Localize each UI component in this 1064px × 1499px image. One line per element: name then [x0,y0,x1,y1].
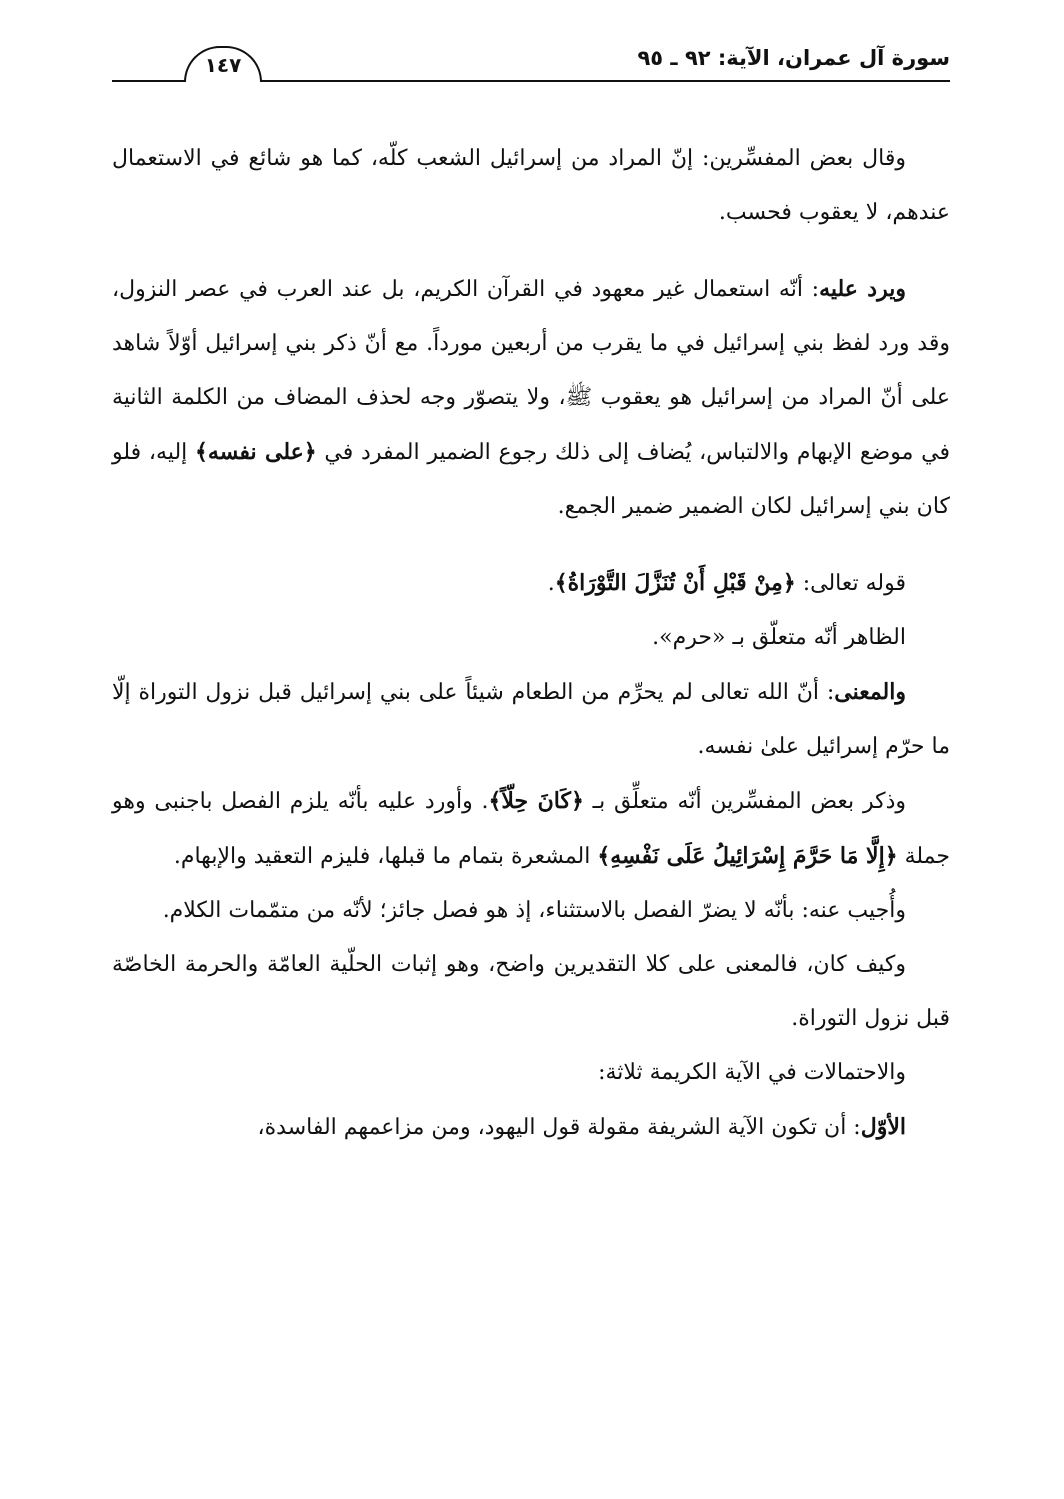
paragraph-6 [112,774,950,884]
paragraph-text: : أنّ الله تعالى لم يحرِّم من الطعام شيئاً على بني إسرائيل قبل نزول التوراة إلّا ما حرّم إسرائيل علىٰ نفسه. [112,680,950,759]
paragraph-10 [112,1100,950,1155]
paragraph-4 [112,611,950,665]
paragraph-text: إليه، فلو كان بني إسرائيل لكان الضمير ضمير الجمع. [112,440,950,519]
paragraph-text: : أنّه استعمال غير معهود في القرآن الكريم، بل عند العرب في عصر النزول، وقد ورد لفظ بني إسرائيل في ما يقرب من أربعين مورداً. مع أنّ ذكر بني إسرائيل أوّلاً شاهد على أنّ المراد من إسرائيل هو يعقوب ﷺ، ولا يتصوّر وجه لحذف المضاف من الكلمة الثانية في موضع الإبهام والالتباس، يُضاف إلى ذلك رجوع الضمير المفرد في [112,277,950,465]
paragraph-1 [112,132,950,240]
paragraph-text: . [547,571,555,596]
paragraph-lead: ويرد عليه [819,276,906,302]
paragraph-text: والاحتمالات في الآية الكريمة ثلاثة: [598,1060,906,1085]
paragraph-lead: والمعنى [834,679,906,705]
paragraph-lead: الأوّل [860,1114,906,1140]
paragraph-5 [112,665,950,774]
paragraph-text: الظاهر أنّه متعلّق بـ «حرم». [652,625,906,650]
paragraph-text: قوله تعالى: [795,571,906,596]
quran-quote: ﴿على نفسه﴾ [195,439,317,465]
paragraph-text: . وأورد عليه بأنّه يلزم الفصل باجنبى وهو جملة [112,789,950,869]
paragraph-9 [112,1046,950,1100]
quran-quote: ﴿كَانَ حِلّاً﴾ [488,788,584,814]
page-header [112,40,950,84]
paragraph-text: المشعرة بتمام ما قبلها، فليزم التعقيد والإبهام. [173,844,598,869]
paragraph-3 [112,556,950,611]
quran-quote: ﴿إِلَّا مَا حَرَّمَ إِسْرَائِيلُ عَلَى نَفْسِهِ﴾ [597,843,898,869]
paragraph-text: : أن تكون الآية الشريفة مقولة قول اليهود، ومن مزاعمهم الفاسدة، [257,1115,861,1140]
page-number: ١٤٧ [184,46,262,82]
paragraph-text: وأُجيب عنه: بأنّه لا يضرّ الفصل بالاستثناء، إذ هو فصل جائز؛ لأنّه من متمّمات الكلام. [162,898,906,923]
paragraph-text: وقال بعض المفسِّرين: إنّ المراد من إسرائيل الشعب كلّه، كما هو شائع في الاستعمال عندهم، لا يعقوب فحسب. [112,146,950,225]
header-title: سورة آل عمران، الآية: ٩٢ ـ ٩٥ [637,46,950,70]
paragraph-text: وكيف كان، فالمعنى على كلا التقديرين واضح، وهو إثبات الحلّية العامّة والحرمة الخاصّة قبل نزول التوراة. [112,952,950,1031]
paragraph-2 [112,262,950,534]
paragraph-7 [112,884,950,938]
quran-quote: ﴿مِنْ قَبْلِ أَنْ تُنَزَّلَ التَّوْرَاةُ﴾ [554,570,796,596]
paragraph-text: وذكر بعض المفسِّرين أنّه متعلِّق بـ [583,789,907,814]
page-body [112,132,950,1155]
paragraph-8 [112,938,950,1046]
